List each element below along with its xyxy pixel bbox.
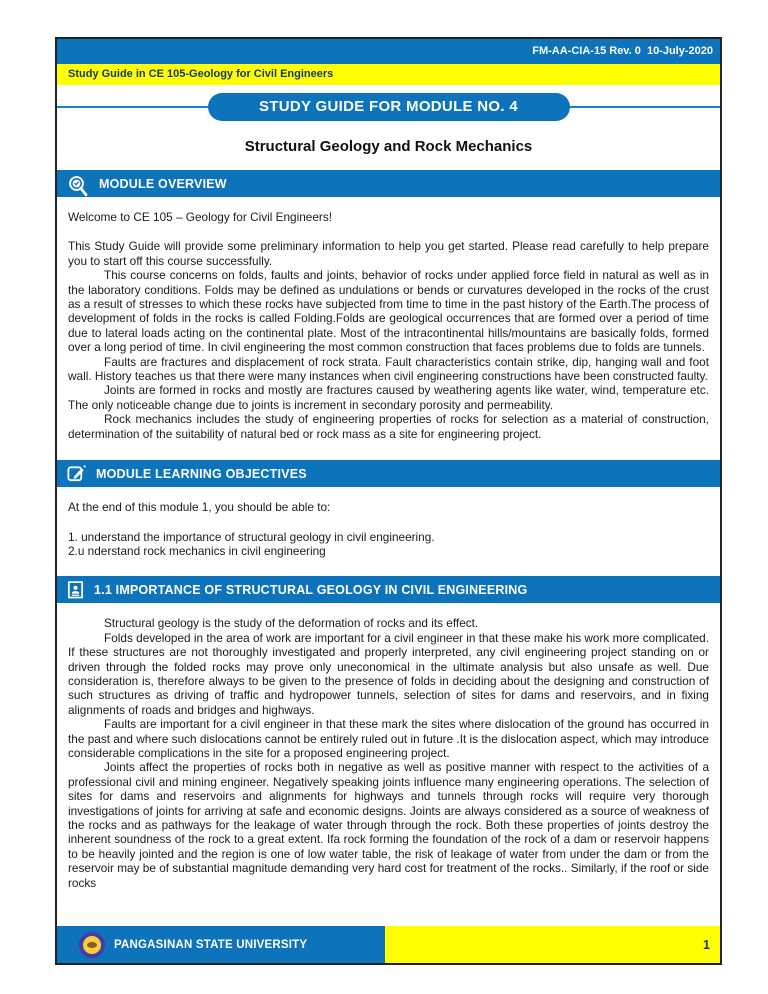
- objectives-body: [57, 500, 720, 558]
- form-code-bar: [57, 39, 720, 64]
- paragraph: Faults are important for a civil engineer in that these mark the sites where dislocation of the ground has occurred in the past and where such dislocations cannot be entirely ruled out in future .It is the dislocation aspect, which may introduce considerable complications in the site for a proposed engineering project.: [68, 717, 709, 760]
- paragraph: Rock mechanics includes the study of engineering properties of rocks for selection as a material of construction, determination of the suitability of natural bed or rock mass as a site for engineering project.: [68, 412, 709, 441]
- paragraph: Folds developed in the area of work are important for a civil engineer in that these make his work more complicated. If these structures are not thoroughly investigated and properly interpreted, any civil engineering project standing on or driven through the folded rocks may prove only uneconomical in the ultimate analysis but also unsafe as well. Due consideration is, therefore always to be given to the presence of folds in deciding about the designing and construction of such structures as driving of traffic and hydropower tunnels, selection of sites for dams and reservoirs, and in fixing alignments of roads and bridges and highways.: [68, 630, 709, 717]
- footer-university-cell: [57, 926, 385, 963]
- overview-body: [57, 210, 720, 441]
- document-title: Structural Geology and Rock Mechanics: [244, 138, 533, 155]
- objective-item: 1. understand the importance of structural geology in civil engineering.: [68, 529, 435, 544]
- paragraph: Faults are fractures and displacement of rock strata. Fault characteristics contain strike, dip, hanging wall and foot wall. History teaches us that there were many instances when civil engineering constructions have been constructed faulty.: [68, 354, 709, 384]
- section-header-learning-objectives: [57, 460, 720, 487]
- paragraph: Welcome to CE 105 – Geology for Civil Engineers!: [68, 210, 333, 224]
- id-card-icon: [66, 580, 85, 600]
- section-title-overview: MODULE OVERVIEW: [99, 176, 227, 191]
- section-title-objectives: MODULE LEARNING OBJECTIVES: [96, 466, 307, 481]
- paragraph: This Study Guide will provide some preliminary information to help you get started. Please read carefully to help prepare you to start off this course successfully.: [68, 239, 709, 268]
- module-banner-row: [57, 93, 720, 121]
- section-header-importance: [57, 576, 720, 603]
- paragraph: Structural geology is the study of the deformation of rocks and its effect.: [104, 616, 479, 631]
- course-banner-text: Study Guide in CE 105-Geology for Civil Engineers: [68, 68, 334, 80]
- objectives-intro: At the end of this module 1, you should be able to:: [68, 500, 331, 515]
- magnifier-icon: [66, 174, 90, 200]
- footer-page-number-cell: [385, 926, 720, 963]
- paragraph: Joints are formed in rocks and mostly are fractures caused by weathering agents like water, wind, temperature etc. The only noticeable change due to joints is increment in secondary porosity and permeability.: [68, 383, 709, 412]
- importance-body: [57, 616, 720, 890]
- university-name: PANGASINAN STATE UNIVERSITY: [114, 938, 308, 951]
- university-seal-logo: [79, 932, 105, 958]
- section-header-module-overview: [57, 170, 720, 197]
- objective-item: 2.u nderstand rock mechanics in civil engineering: [68, 543, 326, 558]
- form-code-text: FM-AA-CIA-15 Rev. 0 10-July-2020: [532, 45, 713, 57]
- document-page: [55, 37, 722, 965]
- paragraph: This course concerns on folds, faults and joints, behavior of rocks under applied force field in natural as well as in the laboratory conditions. Folds may be defined as undulations or bends or curvatures developed in the rocks of the crust as a result of stresses to which these rocks have subjected from time to time in the past history of the Earth.The process of development of folds in the rocks is called Folding.Folds are geological occurrences that are formed over a period of time due to lateral loads acting on the continental plate. Most of the intracontinental hills/mountains are basically folds, formed over a long period of time. In civil engineering the most common construction that faces problems due to folds are tunnels.: [68, 268, 709, 355]
- page-footer: [57, 926, 720, 963]
- page-number: 1: [703, 937, 710, 952]
- course-banner: [57, 64, 720, 85]
- pencil-edit-icon: [66, 463, 87, 484]
- module-pill-banner: STUDY GUIDE FOR MODULE NO. 4: [208, 93, 570, 121]
- paragraph: Joints affect the properties of rocks both in negative as well as positive manner with respect to the activities of a professional civil and mining engineer. Negatively speaking joints influence many engineering operations. The selection of sites for dams and reservoirs and alignments for highways and tunnels through rocks will require very thorough investigations of joints for arriving at safe and economic designs. Joints are always considered as a source of weakness of the rocks and as pathways for the leakage of water through through the rock. Both these properties of joints destroy the inherent soundness of the rock to a great extent. Ifa rock forming the foundation of the rock of a dam or reservoir happens to be heavily jointed and the region is one of low water table, the risk of leakage of water from under the dam or from the reservoir may be of substantial magnitude demanding very hard cost for treatment of the rocks.. Similarly, if the roof or side rocks: [68, 760, 709, 890]
- section-title-importance: 1.1 IMPORTANCE OF STRUCTURAL GEOLOGY IN CIVIL ENGINEERING: [94, 582, 528, 597]
